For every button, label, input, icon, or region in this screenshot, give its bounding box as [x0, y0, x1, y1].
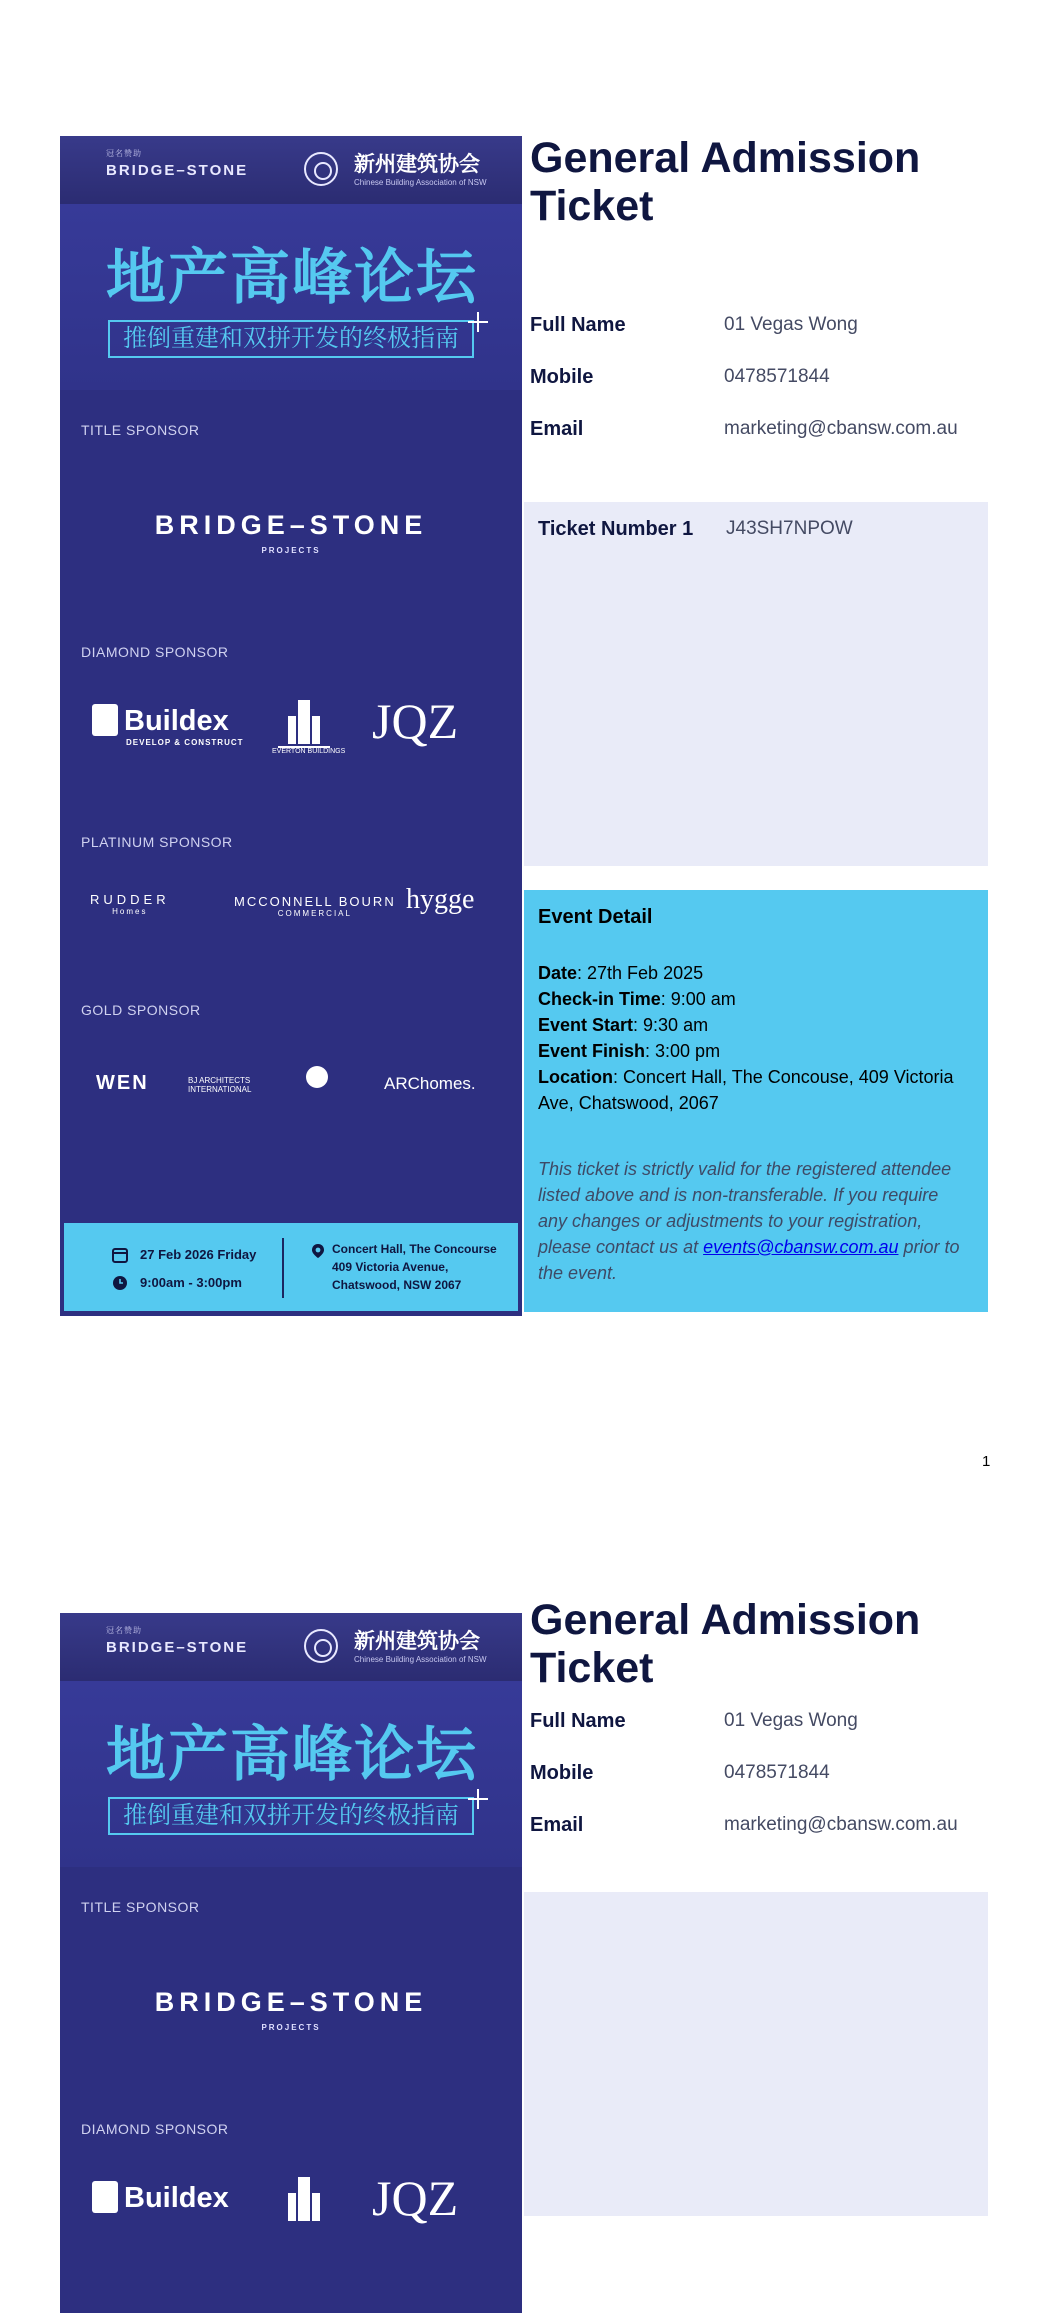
top-brand-logo: BRIDGE–STONE [106, 162, 249, 179]
sparkle-icon-2 [468, 1789, 488, 1809]
email-value-2: marketing@cbansw.com.au [724, 1814, 958, 1835]
venue-line-2: 409 Victoria Avenue, [332, 1260, 449, 1274]
ticket-title-2: General Admission Ticket [530, 1596, 921, 1692]
archomes-logo: ARChomes. [384, 1074, 476, 1093]
mcconnell-bourn-logo: MCCONNELL BOURN COMMERCIAL [234, 894, 396, 918]
everton-logo-text: EVERTON BUILDINGS [272, 748, 346, 755]
venue-line-1: Concert Hall, The Concourse [332, 1242, 497, 1256]
venue-line-3: Chatswood, NSW 2067 [332, 1278, 462, 1292]
ticket-number-box-2 [524, 1892, 988, 2216]
buildex-logo: Buildex DEVELOP & CONSTRUCT [92, 704, 244, 747]
everton-tower-icon [274, 696, 334, 756]
event-finish-line: Event Finish: 3:00 pm [538, 1041, 721, 1061]
event-detail-lines [538, 960, 968, 1116]
event-location-line: Location: Concert Hall, The Concouse, 409 Victoria Ave, Chatswood, 2067 [538, 1067, 954, 1113]
bj-architects-logo: BJ ARCHITECTS INTERNATIONAL [188, 1076, 252, 1094]
ticket-title: General Admission Ticket [530, 134, 921, 230]
email-value: marketing@cbansw.com.au [724, 418, 958, 439]
full-name-label: Full Name [530, 314, 626, 336]
page-2 [0, 1462, 1044, 2226]
event-checkin-line: Check-in Time: 9:00 am [538, 989, 736, 1009]
top-brand-logo-2: BRIDGE–STONE [106, 1639, 249, 1656]
hero-title-2: 地产高峰论坛 [106, 1721, 478, 1788]
gold-sponsor-mark-icon [304, 1064, 330, 1090]
title-sponsor-sub: PROJECTS [261, 546, 321, 555]
title-sponsor-sub-2: PROJECTS [261, 2023, 321, 2032]
jqz-logo: JQZ [372, 693, 459, 749]
title-sponsor-logo: BRIDGE–STONE [154, 510, 428, 540]
sparkle-icon [468, 312, 488, 332]
full-name-value: 01 Vegas Wong [724, 314, 858, 335]
clock-icon [112, 1275, 128, 1291]
hero-subtitle: 推倒重建和双拼开发的终极指南 [108, 320, 474, 358]
banner-hero-2 [60, 1681, 522, 1867]
buildex-mark-icon-2 [92, 2181, 118, 2213]
hygge-logo: hygge [406, 884, 475, 915]
banner-header [60, 136, 522, 204]
everton-tower-icon-2 [274, 2173, 334, 2233]
event-start-line: Event Start: 9:30 am [538, 1015, 709, 1035]
full-name-value-2: 01 Vegas Wong [724, 1710, 858, 1731]
banner-hero [60, 204, 522, 390]
title-sponsor-label: TITLE SPONSOR [81, 422, 200, 438]
diamond-sponsor-label: DIAMOND SPONSOR [81, 644, 229, 660]
buildex-logo-2: Buildex [92, 2181, 229, 2215]
event-banner [60, 136, 522, 1316]
ticket-number-value: J43SH7NPOW [726, 518, 853, 539]
banner-time: 9:00am - 3:00pm [140, 1275, 242, 1290]
info-divider [282, 1238, 284, 1298]
event-info-bar [64, 1223, 518, 1311]
event-banner-2 [60, 1613, 522, 2313]
ticket-terms-note: This ticket is strictly valid for the registered attendee listed above and is non-transferable. If you require any changes or adjustments to your registration, please contact us at events@cbansw.com.au prior to the event. [538, 1159, 960, 1283]
ticket-number-box [524, 502, 988, 866]
gold-sponsor-label: GOLD SPONSOR [81, 1002, 201, 1018]
mobile-label-2: Mobile [530, 1762, 594, 1784]
banner-date: 27 Feb 2026 Friday [140, 1247, 257, 1262]
jqz-logo-2: JQZ [372, 2170, 459, 2226]
mobile-value: 0478571844 [724, 366, 830, 387]
diamond-sponsor-label-2: DIAMOND SPONSOR [81, 2121, 229, 2137]
org-name: 新州建筑协会 [354, 153, 480, 176]
event-detail-heading: Event Detail [538, 906, 653, 928]
cba-seal-icon [304, 152, 338, 186]
org-name-en-2: Chinese Building Association of NSW [354, 1655, 487, 1664]
location-pin-icon [310, 1243, 326, 1259]
platinum-sponsor-label: PLATINUM SPONSOR [81, 834, 233, 850]
title-sponsor-logo-2: BRIDGE–STONE [154, 1987, 428, 2017]
mobile-value-2: 0478571844 [724, 1762, 830, 1783]
top-brand-kicker-2: 冠名赞助 [106, 1626, 142, 1635]
event-date-line: Date: 27th Feb 2025 [538, 963, 704, 983]
full-name-label-2: Full Name [530, 1710, 626, 1732]
top-brand-kicker: 冠名赞助 [106, 149, 142, 158]
rudder-logo: RUDDER Homes [90, 892, 170, 916]
org-name-2: 新州建筑协会 [354, 1630, 480, 1653]
buildex-mark-icon [92, 704, 118, 736]
events-email-link[interactable]: events@cbansw.com.au [703, 1237, 899, 1257]
calendar-icon [112, 1247, 128, 1263]
ticket-number-label: Ticket Number 1 [538, 518, 694, 540]
wen-logo: WEN [96, 1072, 149, 1094]
event-detail-box [524, 890, 988, 1312]
cba-seal-icon-2 [304, 1629, 338, 1663]
banner-header-2 [60, 1613, 522, 1681]
email-label: Email [530, 418, 584, 440]
mobile-label: Mobile [530, 366, 594, 388]
page-number: 1 [982, 1453, 991, 1470]
hero-subtitle-2: 推倒重建和双拼开发的终极指南 [108, 1797, 474, 1835]
org-name-en: Chinese Building Association of NSW [354, 178, 487, 187]
email-label-2: Email [530, 1814, 584, 1836]
title-sponsor-label-2: TITLE SPONSOR [81, 1899, 200, 1915]
hero-title: 地产高峰论坛 [106, 244, 478, 311]
